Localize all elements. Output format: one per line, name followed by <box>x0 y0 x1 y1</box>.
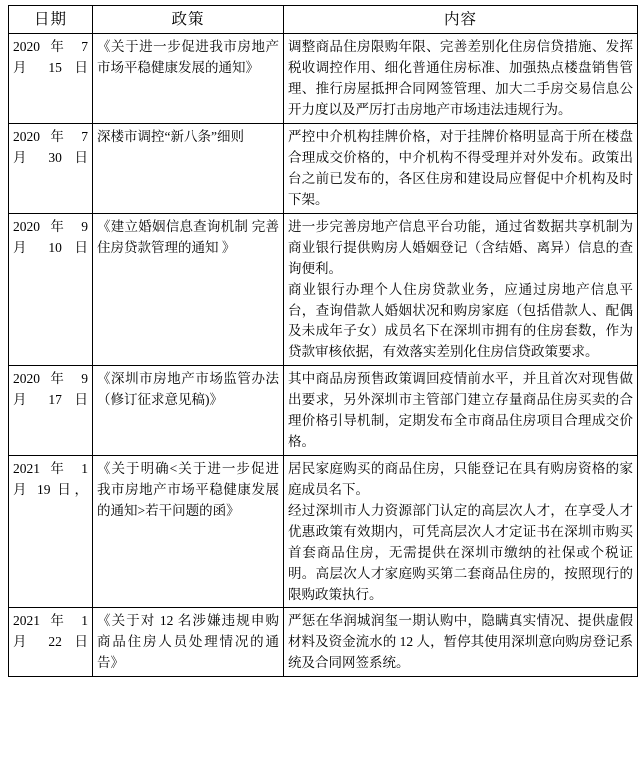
cell-policy: 《关于进一步促进我市房地产市场平稳健康发展的通知》 <box>93 34 284 124</box>
date-line: 2020 年 7 <box>13 39 88 55</box>
content-paragraph: 经过深圳市人力资源部门认定的高层次人才，在享受人才优惠政策有效期内，可凭高层次人才定证书在深圳市购买首套商品住房，无需提供在深圳市缴纳的社保或个税证明。高层次人才家庭购买第二套商品住房的，按照现行的限购政策执行。 <box>288 502 633 602</box>
cell-date <box>9 213 93 365</box>
cell-content <box>284 124 638 214</box>
content-paragraph: 进一步完善房地产信息平台功能，通过省数据共享机制为商业银行提供购房人婚姻登记（含结婚、离异）信息的查询便利。 <box>288 218 633 276</box>
date-line: 月 22 日 <box>13 634 88 650</box>
content-paragraph: 严控中介机构挂牌价格，对于挂牌价格明显高于所在楼盘合理成交价格的，中介机构不得受理并对外发布。政策出台之前已发布的，各区住房和建设局应督促中介机构及时下架。 <box>288 129 633 207</box>
table-row <box>9 34 638 124</box>
content-paragraph: 严惩在华润城润玺一期认购中，隐瞒真实情况、提供虚假材料及资金流水的 12 人，暂停其使用深圳意向购房登记系统及合同网签系统。 <box>288 613 633 671</box>
date-line: 月 10 日 <box>13 239 88 255</box>
date-line: 月 30 日 <box>13 150 88 166</box>
cell-content <box>284 608 638 677</box>
date-line: 月 15 日 <box>13 60 88 76</box>
cell-policy: 《关于明确<关于进一步促进我市房地产市场平稳健康发展的通知>若干问题的函》 <box>93 455 284 607</box>
table-row <box>9 213 638 365</box>
policy-table <box>8 5 638 677</box>
table-header <box>9 6 638 34</box>
cell-content <box>284 455 638 607</box>
date-line: 月 17 日 <box>13 392 88 408</box>
cell-policy: 深楼市调控“新八条”细则 <box>93 124 284 214</box>
content-paragraph: 调整商品住房限购年限、完善差别化住房信贷措施、发挥税收调控作用、细化普通住房标准、加强热点楼盘销售管理、推行房屋抵押合同网签管理、加大二手房交易信息公开力度以及严厉打击房地产市场违法违规行为。 <box>288 39 633 118</box>
table-body <box>9 34 638 677</box>
column-header-content: 内容 <box>284 6 638 34</box>
cell-policy: 《深圳市房地产市场监管办法（修订征求意见稿)》 <box>93 366 284 456</box>
cell-policy: 《建立婚姻信息查询机制 完善住房贷款管理的通知 》 <box>93 213 284 365</box>
date-line: 2021 年 1 <box>13 613 88 629</box>
cell-policy: 《关于对 12 名涉嫌违规申购商品住房人员处理情况的通告》 <box>93 608 284 677</box>
content-paragraph: 商业银行办理个人住房贷款业务，应通过房地产信息平台，查询借款人婚姻状况和购房家庭（包括借款人、配偶及未成年子女）成员名下在深圳市拥有的住房套数，作为贷款审核依据，有效落实差别化住房信贷政策要求。 <box>288 281 633 360</box>
date-line: 2020 年 7 <box>13 129 88 145</box>
date-line: 月 19 日， <box>13 481 88 497</box>
table-row <box>9 455 638 607</box>
content-paragraph: 其中商品房预售政策调回疫情前水平，并且首次对现售做出要求，另外深圳市主管部门建立存量商品住房买卖的合理价格引导机制，定期发布全市商品住房项目合理成交价格。 <box>288 371 633 450</box>
cell-date <box>9 124 93 214</box>
column-header-date: 日期 <box>9 6 93 34</box>
column-header-policy: 政策 <box>93 6 284 34</box>
date-line: 2020 年 9 <box>13 371 88 387</box>
cell-content <box>284 213 638 365</box>
table-header-row <box>9 6 638 34</box>
cell-date <box>9 34 93 124</box>
table-row <box>9 124 638 214</box>
cell-date <box>9 608 93 677</box>
table-row <box>9 366 638 456</box>
date-line: 2021 年 1 <box>13 460 88 476</box>
cell-content <box>284 34 638 124</box>
content-paragraph: 居民家庭购买的商品住房，只能登记在具有购房资格的家庭成员名下。 <box>288 460 633 497</box>
cell-content <box>284 366 638 456</box>
cell-date <box>9 455 93 607</box>
table-row <box>9 608 638 677</box>
date-line: 2020 年 9 <box>13 218 88 234</box>
cell-date <box>9 366 93 456</box>
